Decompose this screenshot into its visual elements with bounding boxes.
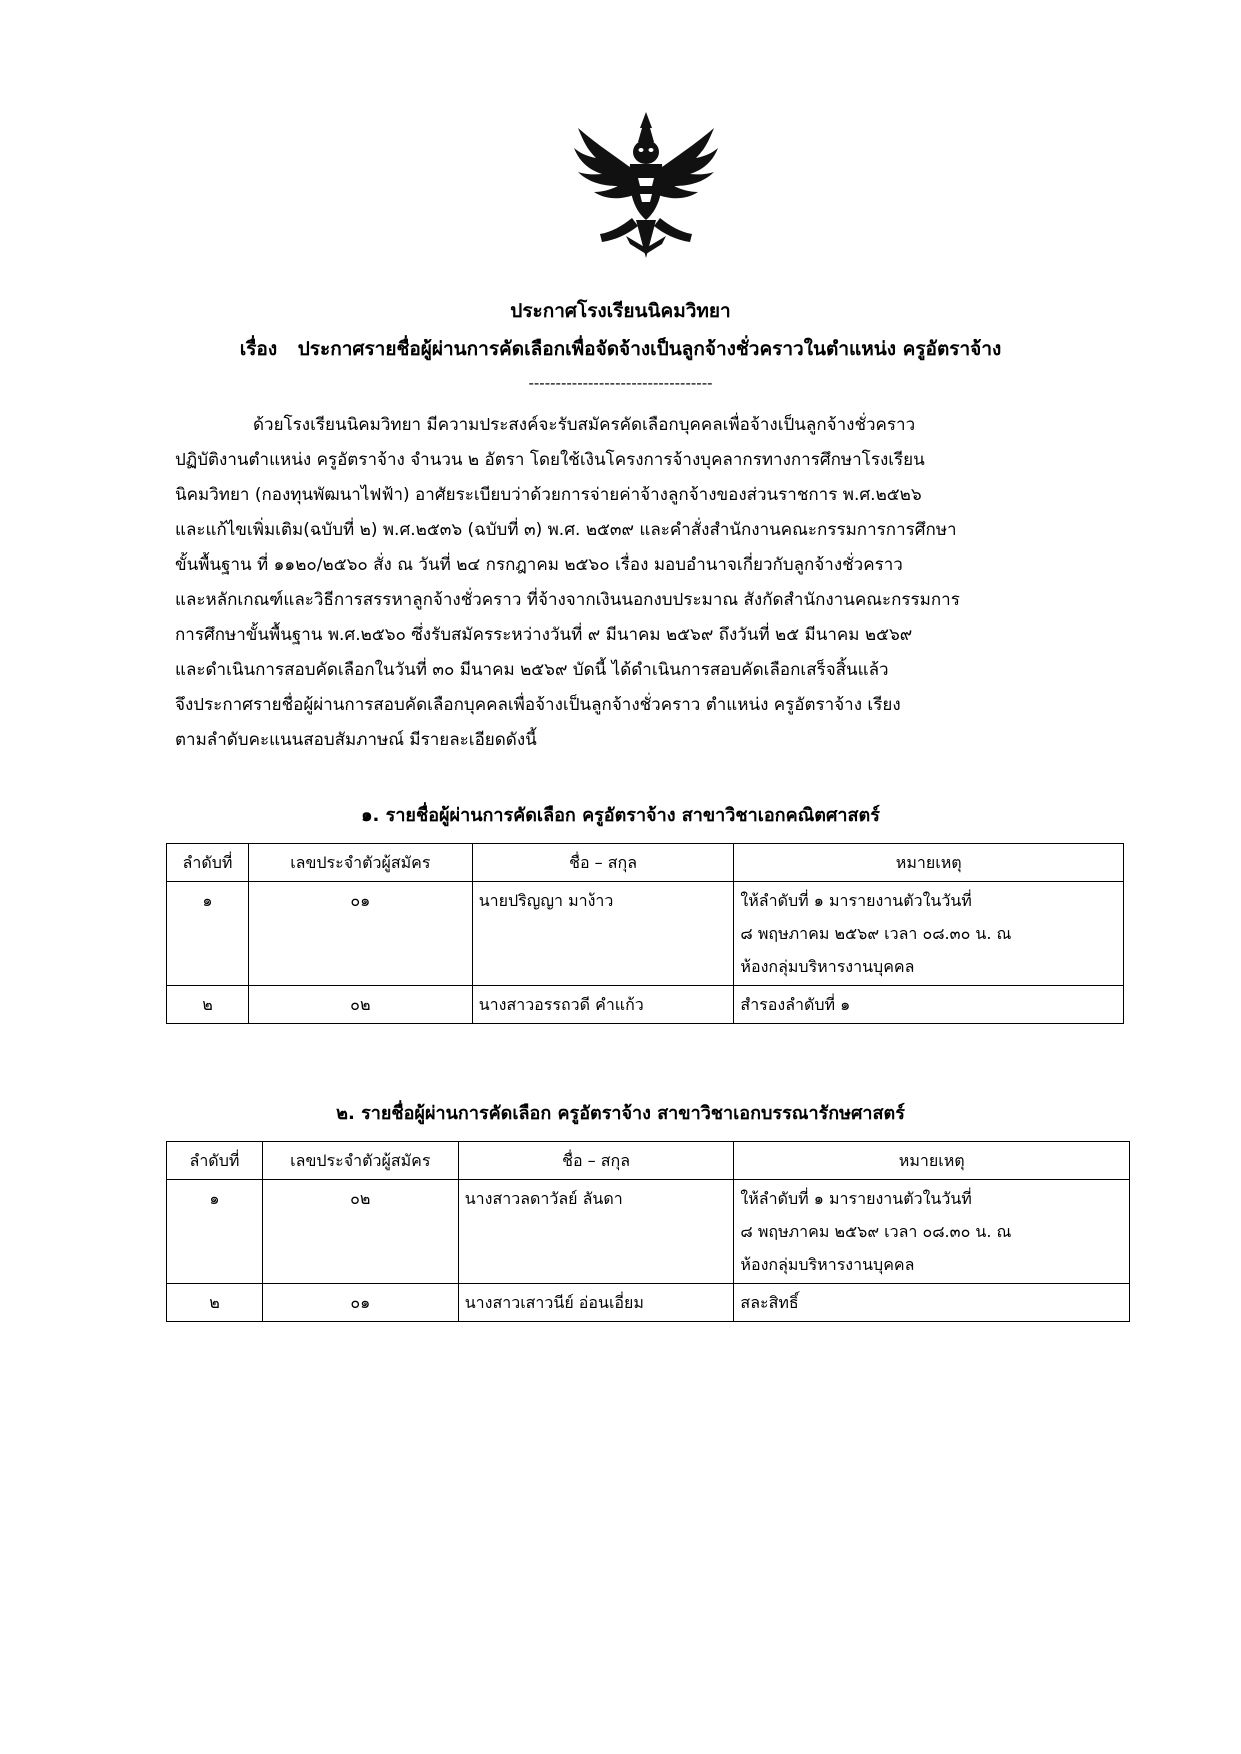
section-2-title: ๒. รายชื่อผู้ผ่านการคัดเลือก ครูอัตราจ้าง สาขาวิชาเอกบรรณารักษศาสตร์ — [336, 1103, 905, 1124]
table-row — [167, 882, 1124, 986]
section-2-table — [166, 1141, 1130, 1322]
subject-text: ประกาศรายชื่อผู้ผ่านการคัดเลือกเพื่อจัดจ้างเป็นลูกจ้างชั่วคราวในตำแหน่ง ครูอัตราจ้าง — [297, 338, 1002, 360]
remark-line: ๘ พฤษภาคม ๒๕๖๙ เวลา ๐๘.๓๐ น. ณ — [740, 1222, 1012, 1241]
remark-line: สละสิทธิ์ — [740, 1293, 799, 1312]
subject-label: เรื่อง — [239, 338, 278, 360]
col-remark: หมายเหตุ — [734, 1142, 1130, 1180]
garuda-emblem-icon — [566, 108, 726, 268]
cell-name: นางสาวเสาวนีย์ อ่อนเอี่ยม — [458, 1284, 734, 1322]
document-title: ประกาศโรงเรียนนิคมวิทยา — [510, 300, 731, 322]
table-row — [167, 1180, 1130, 1284]
cell-name: นางสาวลดาวัลย์ ลันดา — [458, 1180, 734, 1284]
remark-line: ให้ลำดับที่ ๑ มารายงานตัวในวันที่ — [740, 891, 972, 910]
cell-order: ๑ — [167, 882, 249, 986]
announcement-body — [175, 408, 1123, 758]
cell-name: นางสาวอรรถวดี คำแก้ว — [472, 986, 734, 1024]
col-applicant-id: เลขประจำตัวผู้สมัคร — [262, 1142, 458, 1180]
col-order: ลำดับที่ — [167, 844, 249, 882]
body-line: จึงประกาศรายชื่อผู้ผ่านการสอบคัดเลือกบุคคลเพื่อจ้างเป็นลูกจ้างชั่วคราว ตำแหน่ง ครูอัตราจ้าง เรียง — [175, 695, 901, 715]
body-line: และหลักเกณฑ์และวิธีการสรรหาลูกจ้างชั่วคราว ที่จ้างจากเงินนอกงบประมาณ สังกัดสำนักงานคณะกรรมการ — [175, 590, 960, 610]
body-line: ด้วยโรงเรียนนิคมวิทยา มีความประสงค์จะรับสมัครคัดเลือกบุคคลเพื่อจ้างเป็นลูกจ้างชั่วคราว — [253, 415, 916, 435]
cell-order: ๒ — [167, 986, 249, 1024]
remark-line: สำรองลำดับที่ ๑ — [740, 995, 851, 1014]
cell-remark — [734, 986, 1124, 1024]
section-1-title: ๑. รายชื่อผู้ผ่านการคัดเลือก ครูอัตราจ้าง สาขาวิชาเอกคณิตศาสตร์ — [361, 805, 880, 826]
body-line: การศึกษาขั้นพื้นฐาน พ.ศ.๒๕๖๐ ซึ่งรับสมัครระหว่างวันที่ ๙ มีนาคม ๒๕๖๙ ถึงวันที่ ๒๕ มีนาคม ๒๕๖๙ — [175, 625, 913, 645]
body-line: นิคมวิทยา (กองทุนพัฒนาไฟฟ้า) อาศัยระเบียบว่าด้วยการจ่ายค่าจ้างลูกจ้างของส่วนราชการ พ.ศ.๒๕๒๖ — [175, 485, 922, 505]
cell-applicant-id: ๐๑ — [248, 882, 472, 986]
cell-name: นายปริญญา มาง้าว — [472, 882, 734, 986]
title-divider: ---------------------------------- — [528, 374, 713, 392]
col-applicant-id: เลขประจำตัวผู้สมัคร — [248, 844, 472, 882]
cell-applicant-id: ๐๒ — [248, 986, 472, 1024]
cell-applicant-id: ๐๒ — [262, 1180, 458, 1284]
cell-order: ๑ — [167, 1180, 263, 1284]
body-line: และแก้ไขเพิ่มเติม(ฉบับที่ ๒) พ.ศ.๒๕๓๖ (ฉบับที่ ๓) พ.ศ. ๒๕๓๙ และคำสั่งสำนักงานคณะกรรมการการศึกษา — [175, 520, 957, 540]
section-1-table — [166, 843, 1124, 1024]
table-header-row — [167, 844, 1124, 882]
col-name: ชื่อ – สกุล — [472, 844, 734, 882]
remark-line: ห้องกลุ่มบริหารงานบุคคล — [740, 957, 915, 976]
body-line: ปฏิบัติงานตำแหน่ง ครูอัตราจ้าง จำนวน ๒ อัตรา โดยใช้เงินโครงการจ้างบุคลากรทางการศึกษาโรงเรียน — [175, 450, 925, 470]
table-row — [167, 986, 1124, 1024]
table-header-row — [167, 1142, 1130, 1180]
remark-line: ห้องกลุ่มบริหารงานบุคคล — [740, 1255, 915, 1274]
col-remark: หมายเหตุ — [734, 844, 1124, 882]
document-subject — [0, 334, 1241, 364]
cell-applicant-id: ๐๑ — [262, 1284, 458, 1322]
remark-line: ๘ พฤษภาคม ๒๕๖๙ เวลา ๐๘.๓๐ น. ณ — [740, 924, 1012, 943]
col-name: ชื่อ – สกุล — [458, 1142, 734, 1180]
cell-remark — [734, 882, 1124, 986]
cell-remark — [734, 1180, 1130, 1284]
cell-order: ๒ — [167, 1284, 263, 1322]
body-line: ตามลำดับคะแนนสอบสัมภาษณ์ มีรายละเอียดดังนี้ — [175, 730, 537, 750]
col-order: ลำดับที่ — [167, 1142, 263, 1180]
table-row — [167, 1284, 1130, 1322]
cell-remark — [734, 1284, 1130, 1322]
body-line: และดำเนินการสอบคัดเลือกในวันที่ ๓๐ มีนาคม ๒๕๖๙ บัดนี้ ได้ดำเนินการสอบคัดเลือกเสร็จสิ้นแล้ว — [175, 660, 889, 680]
remark-line: ให้ลำดับที่ ๑ มารายงานตัวในวันที่ — [740, 1189, 972, 1208]
body-line: ขั้นพื้นฐาน ที่ ๑๑๒๐/๒๕๖๐ สั่ง ณ วันที่ ๒๔ กรกฎาคม ๒๕๖๐ เรื่อง มอบอำนาจเกี่ยวกับลูกจ้างชั่วคราว — [175, 555, 903, 575]
